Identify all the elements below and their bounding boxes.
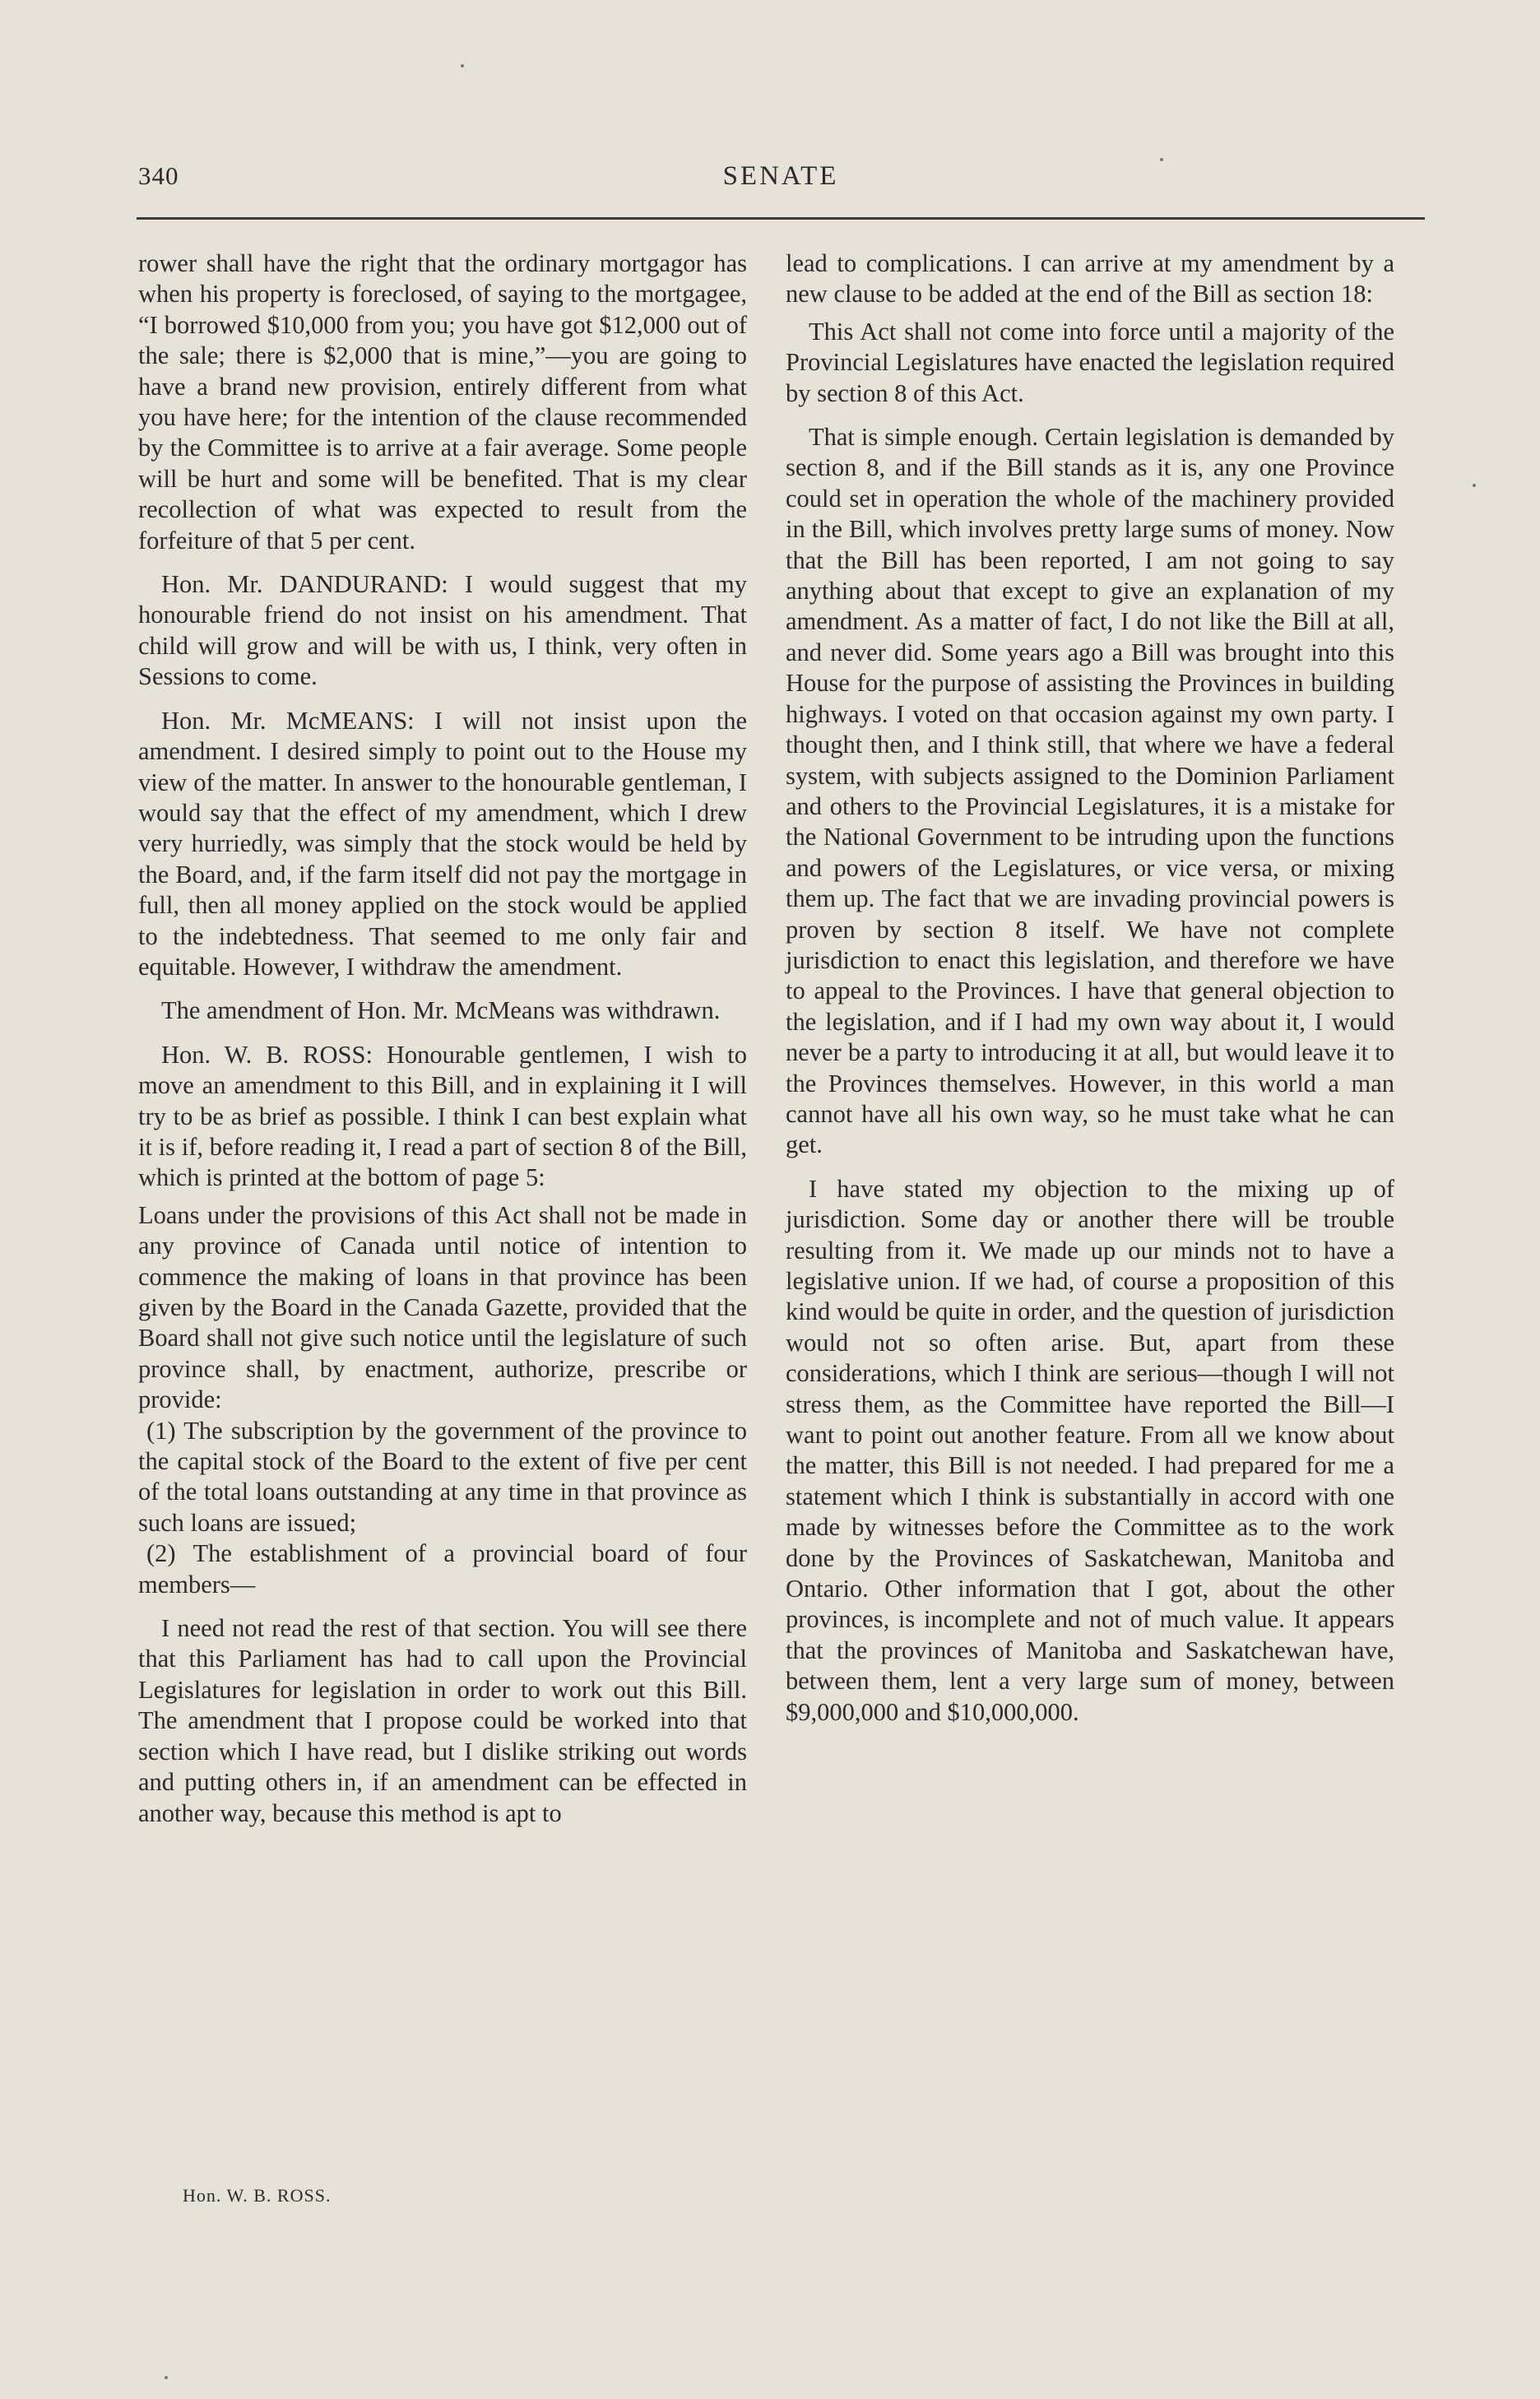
block-quote — [786, 317, 1394, 409]
paragraph: Hon. W. B. ROSS: Honourable gentlemen, I wish to move an amendment to this Bill, and in explaining it I will try to be as brief as possible. I think I can best explain what it is if, before reading it, I read a part of section 8 of the Bill, which is printed at the bottom of page 5: — [138, 1040, 747, 1192]
paragraph: lead to complications. I can arrive at my amendment by a new clause to be added at the end of the Bill as section 18: — [786, 249, 1394, 309]
quote-item: (2) The establishment of a provincial board of four members— — [138, 1539, 747, 1599]
paper-speck — [461, 64, 464, 67]
running-head: SENATE — [722, 161, 839, 191]
block-quote — [138, 1200, 747, 1600]
paragraph: rower shall have the right that the ordinary mortgagor has when his property is foreclosed, of saying to the mortgagee, “I borrowed $10,000 from you; you have got $12,000 out of the sale; there is $2,000 that is mine,”—you are going to have a brand new provision, entirely different from what you have here; for the intention of the clause recommended by the Committee is to arrive at a fair average. Some people will be hurt and some will be benefited. That is my clear recollection of what was expected to result from the forfeiture of that 5 per cent. — [138, 249, 747, 555]
paragraph: The amendment of Hon. Mr. McMeans was withdrawn. — [161, 996, 721, 1025]
paragraph: That is simple enough. Certain legislation is demanded by section 8, and if the Bill stands as it is, any one Province could set in operation the whole of the machinery provided in the Bill, which involves pretty large sums of money. Now that the Bill has been reported, I am not going to say anything about that except to give an explanation of my amendment. As a matter of fact, I do not like the Bill at all, and never did. Some years ago a Bill was brought into this House for the purpose of assisting the Provinces in building highways. I voted on that occasion against my own party. I thought then, and I think still, that where we have a federal system, with subjects assigned to the Dominion Parliament and others to the Provincial Legislatures, it is a mistake for the National Government to be intruding upon the functions and powers of the Legislatures, or vice versa, or mixing them up. The fact that we are invading provincial powers is proven by section 8 itself. We have not complete jurisdiction to enact this legislation, and therefore we have to appeal to the Provinces. I have that general objection to the legislation, and if I had my own way about it, I would never be a party to introducing it at all, but would leave it to the Provinces themselves. However, in this world a man cannot have all his own way, so he must take what he can get. — [786, 423, 1394, 1159]
quote-text: This Act shall not come into force until a majority of the Provincial Legislatures have enacted the legislation required by section 8 of this Act. — [786, 317, 1394, 407]
paragraph: I need not read the rest of that section. You will see there that this Parliament has had to call upon the Provincial Legislatures for legislation in order to work out this Bill. The amendment that I propose could be worked into that section which I have read, but I dislike striking out words and putting others in, if an amendment can be effected in another way, because this method is apt to — [138, 1614, 747, 1827]
paper-speck — [165, 2376, 168, 2379]
paragraph: Hon. Mr. DANDURAND: I would suggest that my honourable friend do not insist on his amendment. That child will grow and will be with us, I think, very often in Sessions to come. — [138, 570, 747, 691]
paper-speck — [1473, 484, 1476, 487]
quote-text: Loans under the provisions of this Act shall not be made in any province of Canada until notice of intention to commence the making of loans in that province has been given by the Board in the Canada Gazette, provided that the Board shall not give such notice until the legislature of such province shall, by enactment, authorize, prescribe or provide: — [138, 1200, 747, 1414]
paper-speck — [1160, 158, 1163, 161]
left-column — [138, 248, 747, 1829]
quote-item: (1) The subscription by the government of the province to the capital stock of the Board to the extent of five per cent of the total loans outstanding at any time in that province as such loans are issued; — [138, 1416, 747, 1537]
right-column — [786, 248, 1394, 1728]
page-number: 340 — [138, 161, 179, 190]
footer-speaker: Hon. W. B. ROSS. — [183, 2185, 332, 2206]
header-rule — [137, 217, 1425, 220]
page-header — [138, 161, 1423, 199]
paragraph: I have stated my objection to the mixing up of jurisdiction. Some day or another there will be trouble resulting from it. We made up our minds not to have a legislative union. If we had, of course a proposition of this kind would be quite in order, and the question of jurisdiction would not so often arise. But, apart from these considerations, which I think are serious—though I will not stress them, as the Committee have reported the Bill—I want to point out another feature. From all we know about the matter, this Bill is not needed. I had prepared for me a statement which I think is substantially in accord with one made by witnesses before the Committee as to the work done by the Provinces of Saskatchewan, Manitoba and Ontario. Other information that I got, about the other provinces, is incomplete and not of much value. It appears that the provinces of Manitoba and Saskatchewan have, between them, lent a very large sum of money, between $9,000,000 and $10,000,000. — [786, 1174, 1394, 1726]
paragraph: Hon. Mr. McMEANS: I will not insist upon the amendment. I desired simply to point out to the House my view of the matter. In answer to the honourable gentleman, I would say that the effect of my amendment, which I drew very hurriedly, was simply that the stock would be held by the Board, and, if the farm itself did not pay the mortgage in full, then all money applied on the stock would be applied to the indebtedness. That seemed to me only fair and equitable. However, I withdraw the amendment. — [138, 706, 747, 981]
